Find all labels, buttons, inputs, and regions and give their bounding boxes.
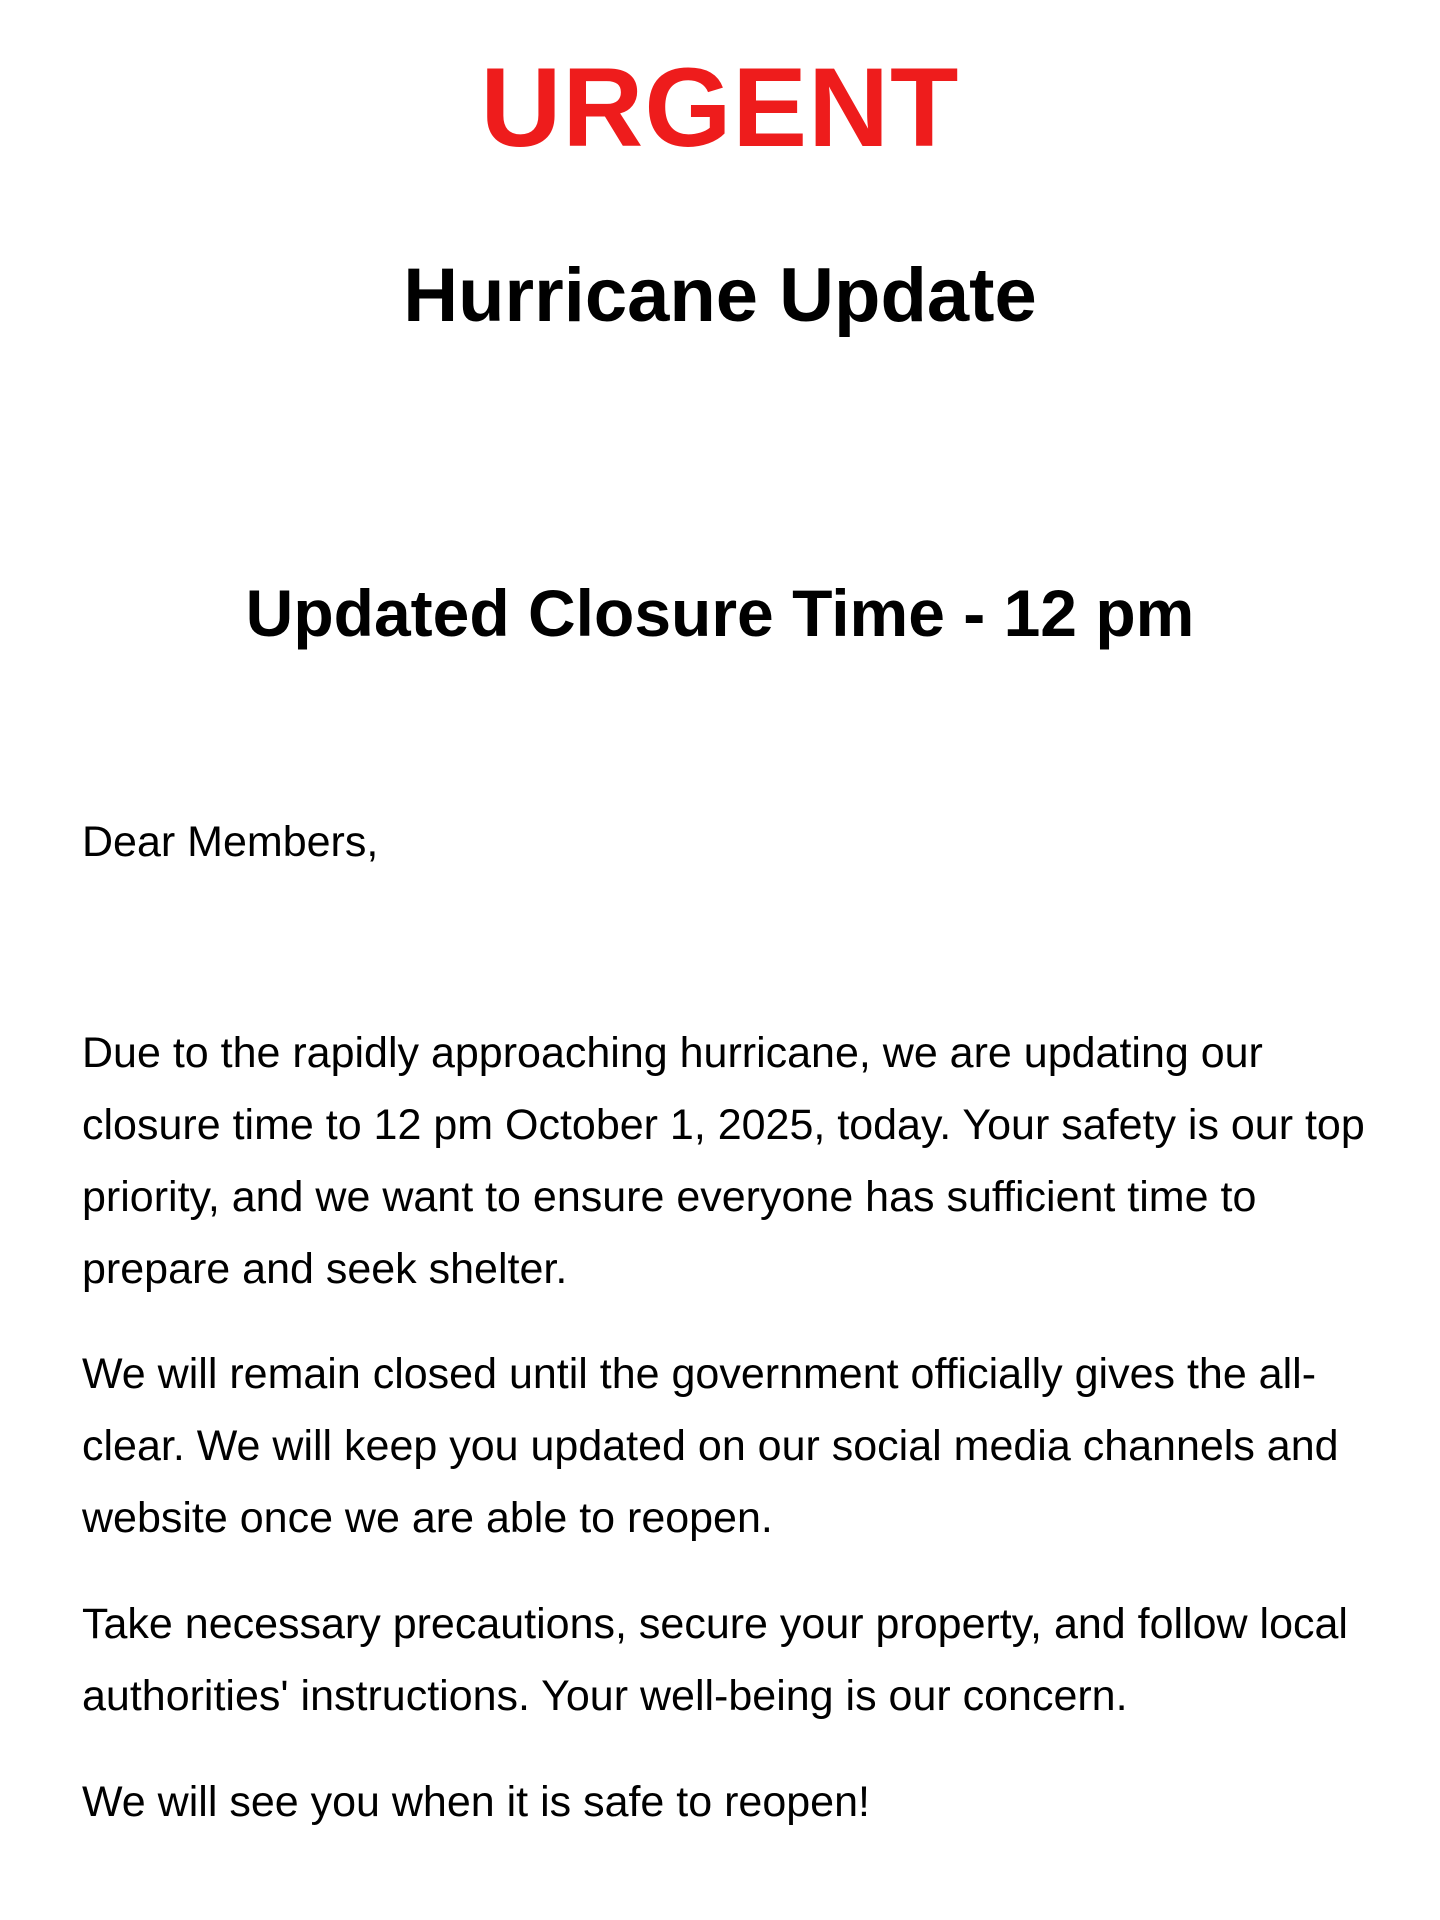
page-title: Hurricane Update xyxy=(403,253,1037,338)
closure-time-subtitle: Updated Closure Time - 12 pm xyxy=(245,576,1195,650)
paragraph-closing: We will see you when it is safe to reopen! xyxy=(82,1778,870,1826)
paragraph-closure-reason: Due to the rapidly approaching hurricane, we are updating our closure time to 12 pm October 1, 2025, today. Your safety is our top priority, and we want to ensure everyone has sufficient time to prepare and seek shelter. xyxy=(82,1029,1365,1293)
salutation: Dear Members, xyxy=(82,818,379,866)
paragraph-remain-closed: We will remain closed until the government officially gives the all-clear. We will keep you updated on our social media channels and website once we are able to reopen. xyxy=(82,1350,1339,1542)
paragraph-precautions: Take necessary precautions, secure your property, and follow local authorities' instructions. Your well-being is our concern. xyxy=(82,1600,1348,1720)
urgent-heading: URGENT xyxy=(480,45,960,170)
